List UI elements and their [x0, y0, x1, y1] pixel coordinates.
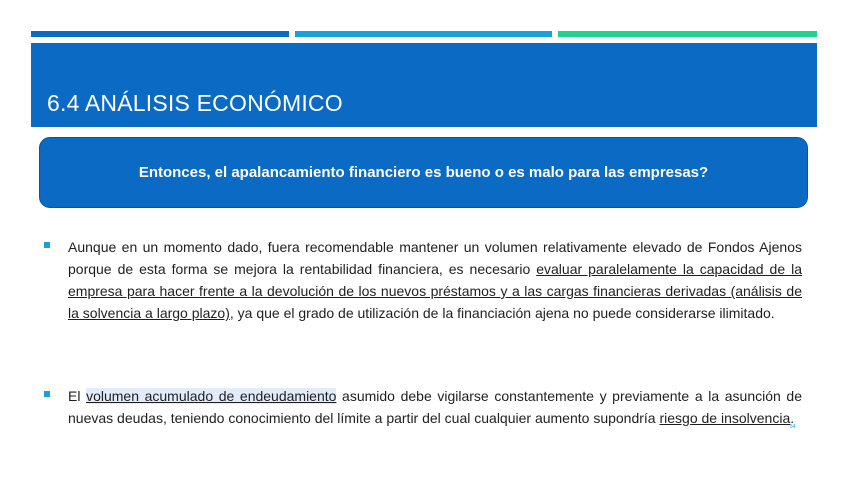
bullet-2-text-after: .	[790, 410, 795, 426]
question-callout	[39, 137, 808, 208]
accent-bar-blue	[31, 31, 289, 37]
bullet-square-icon	[44, 242, 50, 248]
bullet-2-text-middle: asumido debe vigilarse constantemente y previamente a la asunción de nuevas deudas, teniendo conocimiento del límite a partir del cual cualquier aumento supondría	[68, 388, 802, 426]
callout-text: Entonces, el apalancamiento financiero es bueno o es malo para las empresas?	[138, 164, 709, 181]
bullet-2-text	[68, 385, 802, 429]
bullet-item-1	[44, 236, 802, 324]
accent-bar-light-blue	[295, 31, 552, 37]
bullet-2-underlined: riesgo de insolvencia	[659, 410, 791, 426]
bullet-2-text-before: El	[68, 388, 87, 404]
page-number: 54	[790, 424, 796, 430]
slide-title: 6.4 ANÁLISIS ECONÓMICO	[47, 90, 343, 116]
bullet-2-highlighted: volumen acumulado de endeudamiento	[86, 388, 337, 404]
bullet-1-text-before: Aunque en un momento dado, fuera recomendable mantener un volumen relativamente elevado de Fondos Ajenos porque de esta forma se mejora la rentabilidad financiera, es necesario	[68, 239, 802, 277]
bullet-item-2	[44, 385, 802, 429]
bullet-1-text-after: , ya que el grado de utilización de la financiación ajena no puede considerarse ilimitado.	[229, 305, 775, 321]
bullet-square-icon	[44, 391, 50, 397]
title-banner	[31, 43, 817, 127]
accent-bar-green	[558, 31, 817, 37]
bullet-1-underlined: evaluar paralelamente la capacidad de la empresa para hacer frente a la devolución de los nuevos préstamos y a las cargas financieras derivadas (análisis de la solvencia a largo plazo)	[68, 261, 802, 321]
bullet-1-text	[68, 236, 802, 324]
